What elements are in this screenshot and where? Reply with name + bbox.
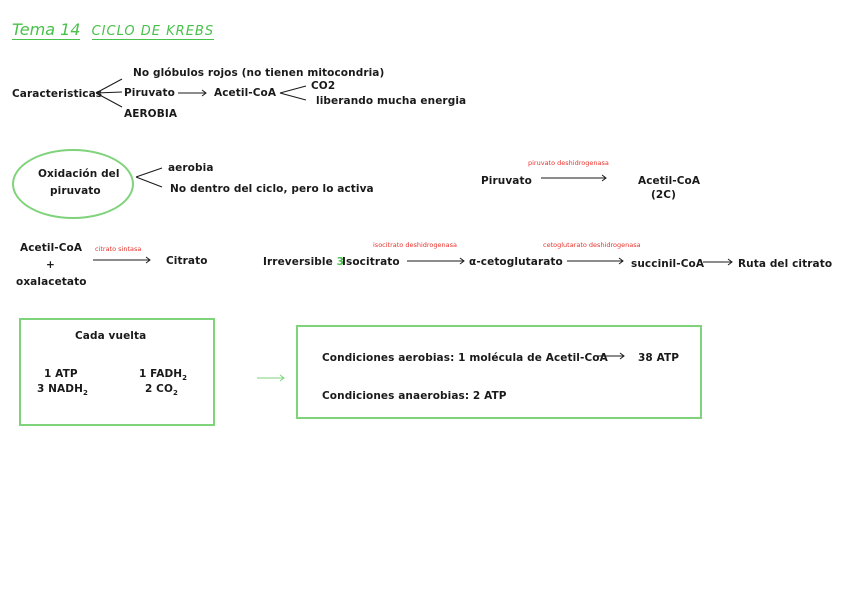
cada-vuelta-title: Cada vuelta: [75, 330, 147, 342]
cetoglutarato-deshidrogenasa-label: cetoglutarato deshidrogenasa: [543, 241, 641, 249]
no-globulos-text: No glóbulos rojos (no tienen mitocondria): [133, 67, 385, 79]
co2-text: CO2: [311, 80, 336, 92]
reaccion-acetil: Acetil-CoA: [20, 242, 83, 254]
nadh-text: [37, 383, 88, 397]
cetoglutarato-text: α-cetoglutarato: [469, 256, 563, 268]
aerobia-caps-text: AEROBIA: [124, 108, 178, 120]
condiciones-anaerobias-text: Condiciones anaerobias: 2 ATP: [322, 390, 507, 402]
caracteristicas-label: Caracteristicas: [12, 88, 103, 100]
co2-count-text: [145, 383, 178, 397]
oxidacion-oval: [12, 149, 134, 219]
irreversible-label: Irreversible: [263, 256, 333, 268]
nadh-subscript: 2: [82, 389, 88, 398]
tema-label: Tema 14: [12, 20, 81, 39]
aerobia-text: aerobia: [168, 162, 214, 174]
plus-sign: +: [46, 259, 55, 271]
fadh-text: [139, 368, 187, 382]
irreversible-text: [263, 256, 344, 268]
isocitrato-text: Isocitrato: [342, 256, 400, 268]
piruvato-text: Piruvato: [124, 87, 175, 99]
piruvato-deshidrogenasa-label: piruvato deshidrogenasa: [528, 159, 609, 167]
citrato-text: Citrato: [166, 255, 208, 267]
atp-text: 1 ATP: [44, 368, 78, 380]
co2-subscript: 2: [173, 389, 178, 398]
two-c-note: (2C): [651, 189, 677, 201]
acetil-coa-text: Acetil-CoA: [214, 87, 277, 99]
irreversible-number: 3: [336, 256, 344, 268]
ciclo-title: CICLO DE KREBS: [91, 24, 215, 39]
atp-38-text: 38 ATP: [638, 352, 680, 364]
succinil-text: succinil-CoA: [631, 258, 705, 270]
oxalacetato-text: oxalacetato: [16, 276, 87, 288]
fadh-prefix: 1 FADH: [139, 368, 183, 380]
isocitrato-deshidrogenasa-label: isocitrato deshidrogenasa: [373, 241, 458, 249]
citrato-sintasa-label: citrato sintasa: [95, 245, 142, 253]
condiciones-box: [296, 325, 702, 419]
oxidacion-label-line2: piruvato: [50, 185, 101, 197]
nadh-prefix: 3 NADH: [37, 383, 83, 395]
energia-text: liberando mucha energia: [316, 95, 467, 107]
condiciones-aerobias-text: Condiciones aerobias: 1 molécula de Acetil-CoA: [322, 352, 608, 364]
oxidacion-label-line1: Oxidación del: [38, 168, 120, 180]
ruta-citrato-text: Ruta del citrato: [738, 258, 833, 270]
fadh-subscript: 2: [182, 374, 188, 383]
no-dentro-text: No dentro del ciclo, pero lo activa: [170, 183, 374, 195]
co2-prefix: 2 CO: [145, 383, 173, 395]
oxidacion-acetil: Acetil-CoA: [638, 175, 701, 187]
oxidacion-piruvato: Piruvato: [481, 175, 532, 187]
